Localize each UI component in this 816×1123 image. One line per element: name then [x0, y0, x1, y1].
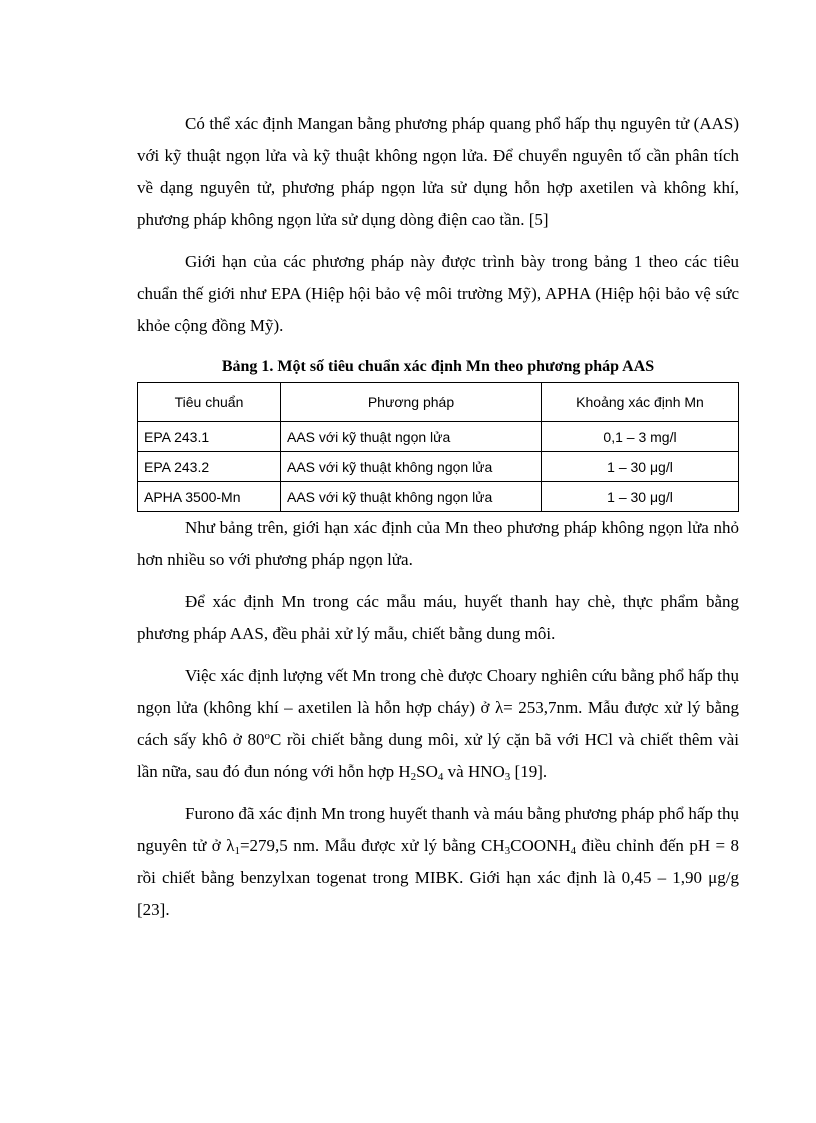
subscript: 4 [570, 845, 577, 857]
cell-standard: APHA 3500-Mn [138, 482, 281, 512]
header-method: Phương pháp [281, 383, 542, 422]
subscript: 2 [410, 771, 417, 783]
choary-text-3: SO [416, 762, 438, 781]
paragraph-choary [137, 660, 739, 788]
cell-method: AAS với kỹ thuật không ngọn lửa [281, 452, 542, 482]
choary-text-1: Việc xác định lượng vết Mn trong chè được Choary nghiên cứu bằng phổ hấp thụ ngọn lửa (không khí – axetilen là hỗn hợp cháy) ở λ= 253,7nm. Mẫu được xử lý bằng cách sấy khô ở 80 [137, 666, 739, 749]
table-header-row [138, 383, 739, 422]
table-row [138, 482, 739, 512]
cell-method: AAS với kỹ thuật không ngọn lửa [281, 482, 542, 512]
paragraph-aas-intro: Có thể xác định Mangan bằng phương pháp quang phổ hấp thụ nguyên tử (AAS) với kỹ thuật ngọn lửa và kỹ thuật không ngọn lửa. Để chuyển nguyên tố cần phân tích về dạng nguyên tử, phương pháp ngọn lửa sử dụng hỗn hợp axetilen và không khí, phương pháp không ngọn lửa sử dụng dòng điện cao tần. [5] [137, 114, 739, 229]
cell-range: 1 – 30 μg/l [542, 452, 739, 482]
choary-text-4: và HNO [443, 762, 505, 781]
cell-standard: EPA 243.2 [138, 452, 281, 482]
table-caption: Bảng 1. Một số tiêu chuẩn xác định Mn theo phương pháp AAS [221, 358, 655, 375]
subscript: 3 [504, 771, 511, 783]
cell-range: 1 – 30 μg/l [542, 482, 739, 512]
cell-method: AAS với kỹ thuật ngọn lửa [281, 422, 542, 452]
choary-text-2: C rồi chiết bằng dung môi, xử lý cặn bã với HCl và chiết thêm vài lần nữa, sau đó đun nóng với hỗn hợp H [137, 730, 739, 781]
header-range: Khoảng xác định Mn [542, 383, 739, 422]
furono-text-4: điều chỉnh đến pH = 8 rồi chiết bằng benzylxan togenat trong MIBK. Giới hạn xác định là 0,45 – 1,90 μg/g [23]. [137, 836, 739, 919]
table-row [138, 422, 739, 452]
standards-table [137, 382, 739, 512]
cell-standard: EPA 243.1 [138, 422, 281, 452]
cell-range: 0,1 – 3 mg/l [542, 422, 739, 452]
furono-text-1: Furono đã xác định Mn trong huyết thanh và máu bằng phương pháp phổ hấp thụ nguyên tử ở λ [137, 804, 739, 855]
furono-text-2: =279,5 nm. Mẫu được xử lý bằng CH [239, 836, 505, 855]
header-standard: Tiêu chuẩn [138, 383, 281, 422]
paragraph-comparison: Như bảng trên, giới hạn xác định của Mn theo phương pháp không ngọn lửa nhỏ hơn nhiều so với phương pháp ngọn lửa. [137, 518, 739, 569]
subscript: 4 [437, 771, 444, 783]
paragraph-limits: Giới hạn của các phương pháp này được trình bày trong bảng 1 theo các tiêu chuẩn thế giới như EPA (Hiệp hội bảo vệ môi trường Mỹ), APHA (Hiệp hội bảo vệ sức khỏe cộng đồng Mỹ). [137, 252, 739, 335]
subscript: 1 [234, 845, 240, 857]
subscript: 3 [504, 845, 511, 857]
paragraph-furono [137, 798, 739, 926]
paragraph-sample-prep: Để xác định Mn trong các mẫu máu, huyết thanh hay chè, thực phẩm bằng phương pháp AAS, đều phải xử lý mẫu, chiết bằng dung môi. [137, 592, 739, 643]
document-page [137, 108, 739, 926]
table-row [138, 452, 739, 482]
choary-text-5: [19]. [510, 762, 548, 781]
furono-text-3: COONH [510, 836, 571, 855]
degree-sup: o [264, 730, 270, 742]
